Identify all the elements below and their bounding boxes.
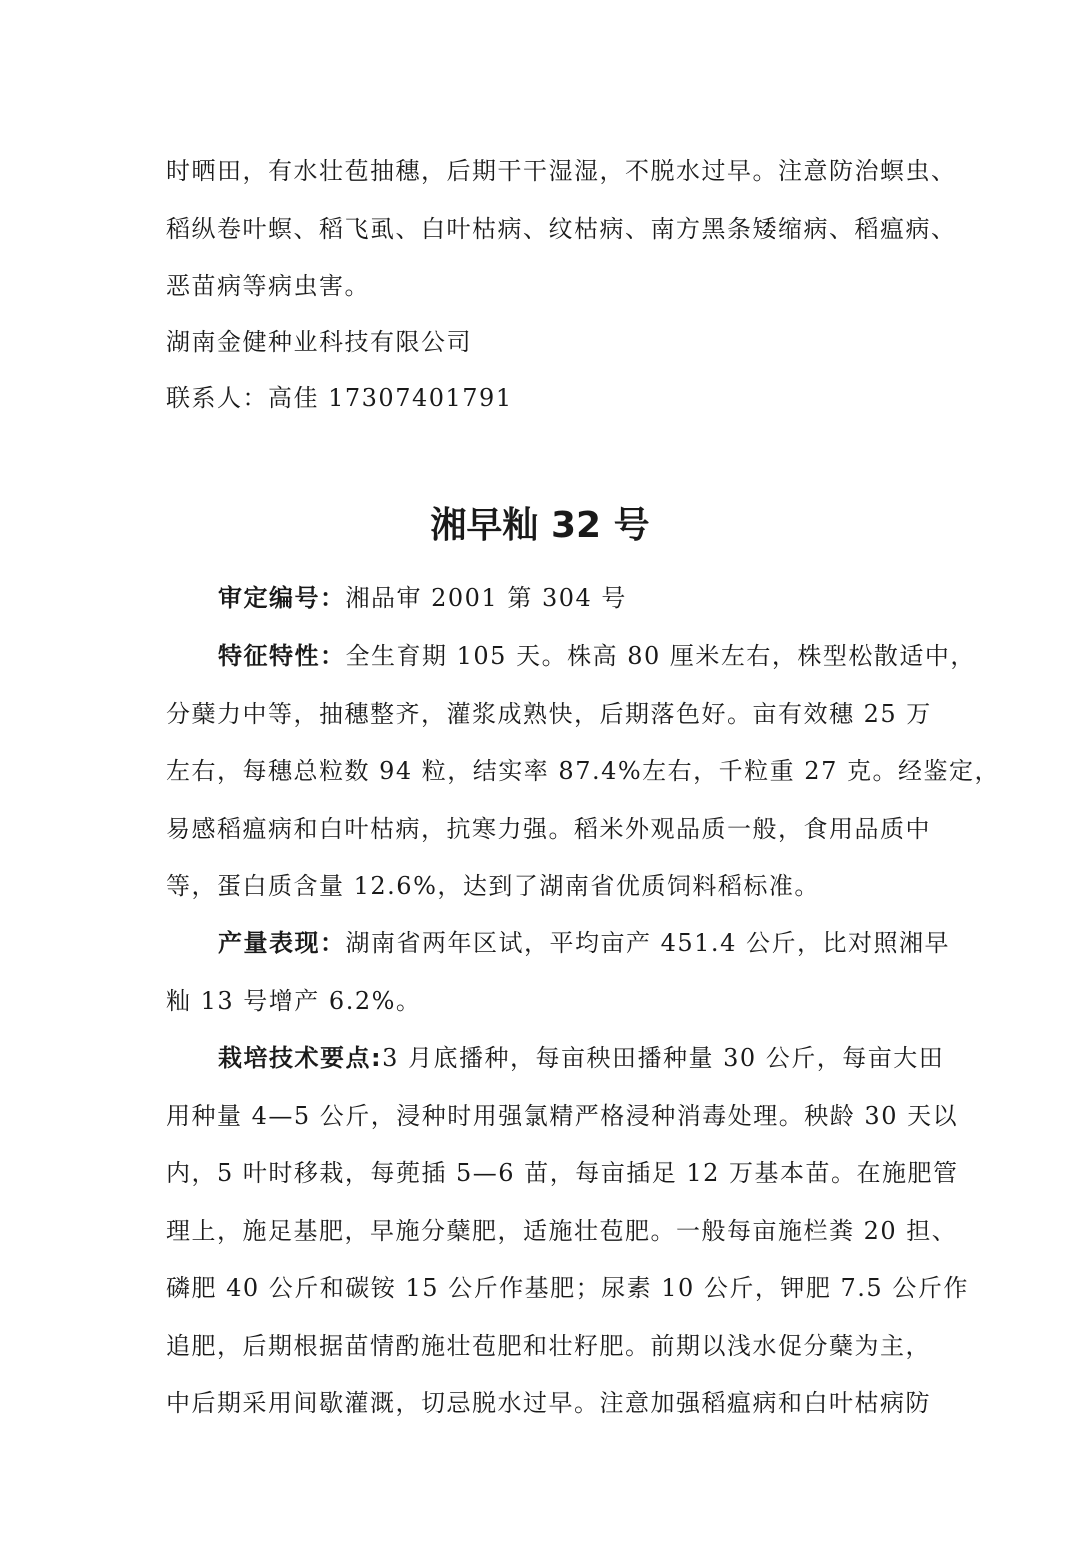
text-line: 稻纵卷叶螟、稻飞虱、白叶枯病、纹枯病、南方黑条矮缩病、稻瘟病、 xyxy=(166,214,957,243)
text-line: 中后期采用间歇灌溉，切忌脱水过早。注意加强稻瘟病和白叶枯病防 xyxy=(166,1389,931,1417)
text-line: 籼 13 号增产 6.2%。 xyxy=(166,986,422,1015)
characteristics-label: 特征特性： xyxy=(218,642,346,670)
approval-code-label: 审定编号： xyxy=(218,584,346,612)
approval-code-value: 湘品审 2001 第 304 号 xyxy=(345,584,627,612)
text-line: 时晒田，有水壮苞抽穗，后期干干湿湿，不脱水过早。注意防治螟虫、 xyxy=(166,157,957,185)
cultivation-label: 栽培技术要点: xyxy=(218,1044,383,1072)
text-line: 追肥，后期根据苗情酌施壮苞肥和壮籽肥。前期以浅水促分蘖为主， xyxy=(166,1331,931,1360)
variety-title: 湘早籼 32 号 xyxy=(430,505,650,546)
text-line: 分蘖力中等，抽穗整齐，灌浆成熟快，后期落色好。亩有效穗 25 万 xyxy=(166,699,932,728)
text-line: 3 月底播种，每亩秧田播种量 30 公斤，每亩大田 xyxy=(382,1044,945,1072)
yield-label: 产量表现： xyxy=(218,929,346,957)
cultivation-paragraph xyxy=(166,1030,969,1433)
text-line: 湖南省两年区试，平均亩产 451.4 公斤，比对照湘早 xyxy=(345,929,950,957)
characteristics-paragraph xyxy=(166,628,1000,916)
text-line: 全生育期 105 天。株高 80 厘米左右，株型松散适中， xyxy=(345,642,976,670)
approval-code-paragraph xyxy=(166,570,922,628)
text-line: 用种量 4—5 公斤，浸种时用强氯精严格浸种消毒处理。秧龄 30 天以 xyxy=(166,1101,959,1130)
previous-variety-text xyxy=(166,143,957,316)
company-name: 湖南金健种业科技有限公司 xyxy=(166,328,472,356)
text-line: 左右，每穗总粒数 94 粒，结实率 87.4%左右，千粒重 27 克。经鉴定， xyxy=(166,757,1000,785)
text-line: 磷肥 40 公斤和碳铵 15 公斤作基肥；尿素 10 公斤，钾肥 7.5 公斤作 xyxy=(166,1274,969,1302)
text-line: 等，蛋白质含量 12.6%，达到了湖南省优质饲料稻标准。 xyxy=(166,872,820,900)
yield-paragraph xyxy=(166,915,950,1030)
contact-info: 联系人：高佳 17307401791 xyxy=(166,384,513,412)
text-line: 内，5 叶时移栽，每蔸插 5—6 苗，每亩插足 12 万基本苗。在施肥管 xyxy=(166,1159,959,1187)
text-line: 理上，施足基肥，早施分蘖肥，适施壮苞肥。一般每亩施栏粪 20 担、 xyxy=(166,1216,958,1245)
text-line: 易感稻瘟病和白叶枯病，抗寒力强。稻米外观品质一般，食用品质中 xyxy=(166,814,931,843)
text-line: 恶苗病等病虫害。 xyxy=(166,272,370,300)
